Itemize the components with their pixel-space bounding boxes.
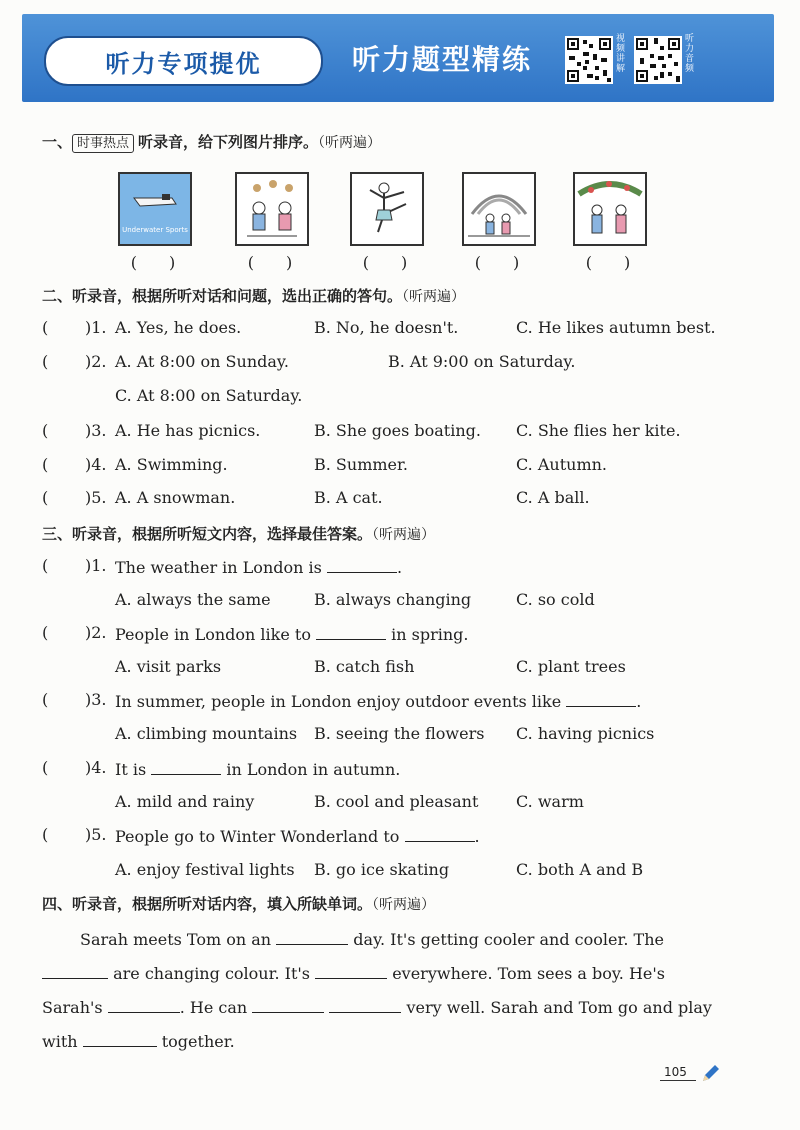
q2-3-option-b[interactable]: B. She goes boating.	[314, 421, 481, 440]
section3-instruction: 听录音，根据所听短文内容，选择最佳答案。	[72, 525, 373, 543]
q3-4-option-a[interactable]: A. mild and rainy	[115, 792, 255, 811]
page-number-underline	[660, 1080, 696, 1081]
q3-2-option-a[interactable]: A. visit parks	[115, 657, 222, 676]
section1-instruction: 听录音，给下列图片排序。	[138, 133, 319, 151]
q3-1-option-b[interactable]: B. always changing	[314, 590, 472, 609]
q3-4-blank[interactable]	[151, 758, 221, 775]
q3-4-question: It is	[115, 760, 147, 779]
q3-3-option-c[interactable]: C. having picnics	[516, 724, 655, 743]
q3-2-option-b[interactable]: B. catch fish	[314, 657, 415, 676]
section1-pictures	[0, 172, 800, 272]
underwater-caption: Underwater Sports	[122, 226, 188, 234]
picture-answer-2[interactable]: ( )	[247, 253, 293, 272]
section2-number: 二、	[42, 287, 73, 305]
q3-3-option-b[interactable]: B. seeing the flowers	[314, 724, 485, 743]
section1-heading	[42, 132, 381, 153]
q3-2-blank[interactable]	[316, 623, 386, 640]
picture-answer-4[interactable]: ( )	[474, 253, 520, 272]
pencil-icon	[700, 1062, 722, 1088]
s4-line4: with together.	[42, 1032, 235, 1051]
s4-line3: Sarah's . He can very well. Sarah and Tom go and play	[42, 998, 712, 1017]
section4-heading	[42, 894, 435, 915]
q2-2-option-a[interactable]: A. At 8:00 on Sunday.	[115, 352, 289, 371]
q2-2-option-c[interactable]: C. At 8:00 on Saturday.	[115, 386, 303, 405]
picture-answer-3[interactable]: ( )	[362, 253, 408, 272]
section3-note: （听两遍）	[372, 527, 436, 543]
s4-blank-2[interactable]	[42, 962, 108, 979]
section2-heading	[42, 286, 465, 307]
qr-code-audio-icon[interactable]	[634, 36, 682, 84]
q3-2-question: People in London like to	[115, 625, 311, 644]
qr-video-label: 视频讲解	[616, 34, 626, 74]
q3-1-question: The weather in London is	[115, 558, 322, 577]
s4-blank-3[interactable]	[315, 962, 387, 979]
q2-4-option-c[interactable]: C. Autumn.	[516, 455, 607, 474]
q3-1-option-a[interactable]: A. always the same	[115, 590, 271, 609]
section3-heading	[42, 524, 435, 545]
q3-4-option-c[interactable]: C. warm	[516, 792, 584, 811]
header-banner	[22, 14, 774, 102]
q3-5-option-a[interactable]: A. enjoy festival lights	[115, 860, 295, 879]
section2-note: （听两遍）	[402, 289, 466, 305]
picture-answer-5[interactable]: ( )	[585, 253, 631, 272]
section1-note: （听两遍）	[318, 135, 382, 151]
section4-instruction: 听录音，根据所听对话内容，填入所缺单词。	[72, 895, 373, 913]
q3-5-option-c[interactable]: C. both A and B	[516, 860, 644, 879]
picture-answer-1[interactable]: ( )	[130, 253, 176, 272]
section4-number: 四、	[42, 895, 73, 913]
qr-audio-label: 听力音频	[685, 34, 695, 74]
header-left-title: 听力专项提优	[105, 49, 262, 78]
q2-5-option-b[interactable]: B. A cat.	[314, 488, 383, 507]
q3-4-option-b[interactable]: B. cool and pleasant	[314, 792, 479, 811]
q2-5-option-a[interactable]: A. A snowman.	[115, 488, 236, 507]
s4-blank-6[interactable]	[329, 996, 401, 1013]
s4-blank-1[interactable]	[276, 928, 348, 945]
section2-instruction: 听录音，根据所听对话和问题，选出正确的答句。	[72, 287, 403, 305]
header-pill	[44, 36, 323, 86]
q2-1-option-b[interactable]: B. No, he doesn't.	[314, 318, 459, 337]
q3-1-blank[interactable]	[327, 556, 397, 573]
s4-line1: Sarah meets Tom on an day. It's getting cooler and cooler. The	[80, 930, 664, 949]
s4-blank-4[interactable]	[108, 996, 180, 1013]
q3-5-blank[interactable]	[405, 825, 475, 842]
q2-4-option-a[interactable]: A. Swimming.	[115, 455, 228, 474]
section3-number: 三、	[42, 525, 73, 543]
s4-blank-5[interactable]	[252, 996, 324, 1013]
q2-1-option-a[interactable]: A. Yes, he does.	[115, 318, 242, 337]
q3-2-option-c[interactable]: C. plant trees	[516, 657, 626, 676]
q2-4-option-b[interactable]: B. Summer.	[314, 455, 408, 474]
ice-skater-icon	[350, 172, 424, 246]
rainbow-family-icon	[462, 172, 536, 246]
q3-3-question: In summer, people in London enjoy outdoor events like	[115, 692, 562, 711]
page-number: 105	[664, 1065, 687, 1079]
section1-tag: 时事热点	[72, 134, 134, 153]
q3-1-option-c[interactable]: C. so cold	[516, 590, 595, 609]
kids-leaves-icon	[235, 172, 309, 246]
q3-5-question: People go to Winter Wonderland to	[115, 827, 400, 846]
apple-picking-icon	[573, 172, 647, 246]
underwater-sports-icon	[118, 172, 192, 246]
section4-note: （听两遍）	[372, 897, 436, 913]
s4-line2: are changing colour. It's everywhere. Tom sees a boy. He's	[42, 962, 665, 984]
q3-5-option-b[interactable]: B. go ice skating	[314, 860, 450, 879]
qr-code-video-icon[interactable]	[565, 36, 613, 84]
section1-number: 一、	[42, 133, 73, 151]
q2-5-option-c[interactable]: C. A ball.	[516, 488, 590, 507]
header-title: 听力题型精练	[352, 43, 533, 76]
q3-3-blank[interactable]	[566, 690, 636, 707]
q2-1-option-c[interactable]: C. He likes autumn best.	[516, 318, 716, 337]
q2-3-option-c[interactable]: C. She flies her kite.	[516, 421, 681, 440]
s4-blank-7[interactable]	[83, 1030, 157, 1047]
q2-3-option-a[interactable]: A. He has picnics.	[115, 421, 261, 440]
q3-3-option-a[interactable]: A. climbing mountains	[115, 724, 298, 743]
q2-2-option-b[interactable]: B. At 9:00 on Saturday.	[388, 352, 576, 371]
